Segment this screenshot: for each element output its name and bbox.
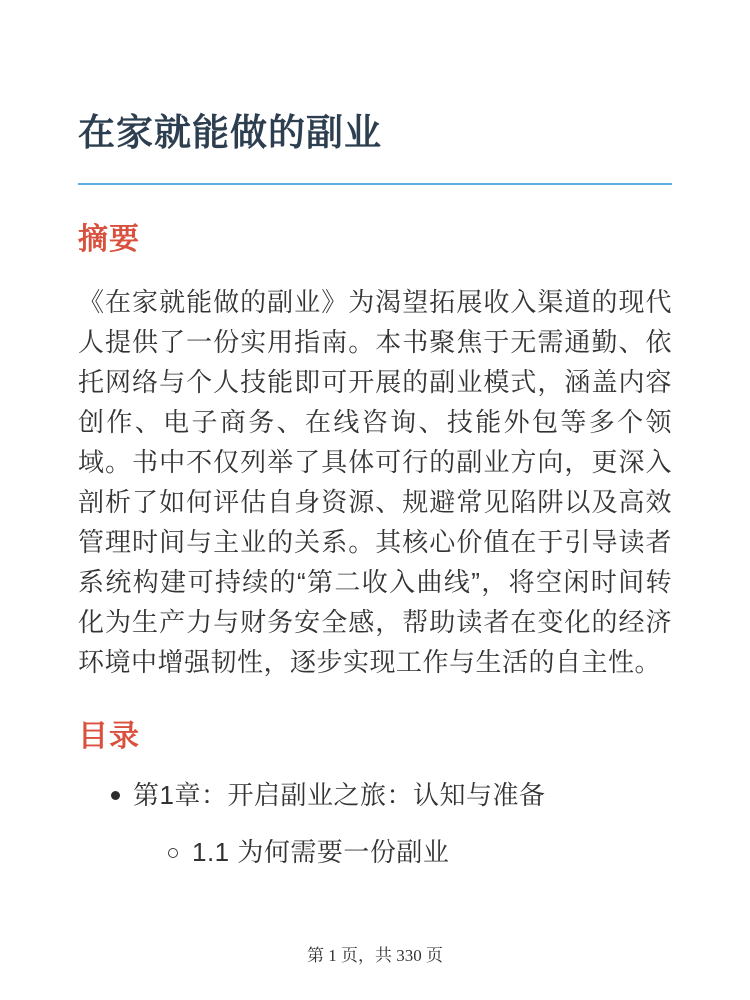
disc-bullet-icon — [111, 791, 120, 800]
toc-heading: 目录 — [78, 720, 140, 753]
page-footer — [0, 945, 750, 967]
page-title: 在家就能做的副业 — [78, 112, 382, 153]
circle-bullet-icon — [168, 848, 178, 858]
toc-subsection-label: 1.1 为何需要一份副业 — [192, 837, 450, 867]
title-divider — [78, 183, 672, 185]
toc-subsection-item — [133, 832, 672, 872]
abstract-paragraph: 《在家就能做的副业》为渴望拓展收入渠道的现代人提供了一份实用指南。本书聚焦于无需通勤、依托网络与个人技能即可开展的副业模式，涵盖内容创作、电子商务、在线咨询、技能外包等多个领域。书中不仅列举了具体可行的副业方向，更深入剖析了如何评估自身资源、规避常见陷阱以及高效管理时间与主业的关系。其核心价值在于引导读者系统构建可持续的“第二收入曲线”，将空闲时间转化为生产力与财务安全感，帮助读者在变化的经济环境中增强韧性，逐步实现工作与生活的自主性。 — [78, 287, 672, 677]
toc-chapter-item — [78, 775, 672, 872]
toc-list — [78, 775, 672, 872]
page-indicator: 第 1 页，共 330 页 — [307, 946, 443, 965]
toc-chapter-label: 第1章：开启副业之旅：认知与准备 — [133, 780, 546, 810]
toc-sublist — [133, 832, 672, 872]
abstract-heading: 摘要 — [78, 223, 140, 256]
